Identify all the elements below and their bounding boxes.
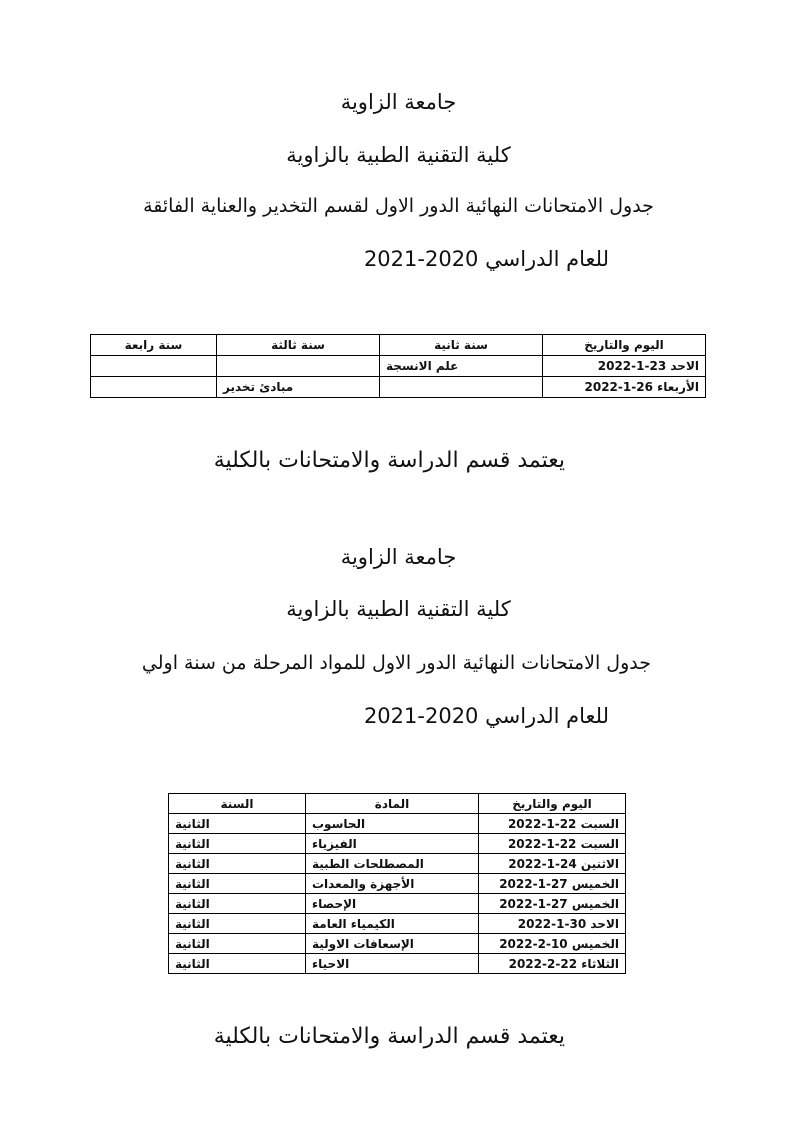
cell-level: الثانية xyxy=(169,954,306,974)
college-name: كلية التقنية الطبية بالزاوية xyxy=(286,597,511,621)
cell-date: الخميس 10-2-2022 xyxy=(479,934,626,954)
academic-year: للعام الدراسي 2020-2021 xyxy=(363,247,609,271)
header-date: اليوم والتاريخ xyxy=(479,794,626,814)
cell-date: الخميس 27-1-2022 xyxy=(479,894,626,914)
cell-level: الثانية xyxy=(169,874,306,894)
header-subject: المادة xyxy=(306,794,479,814)
cell-subject: الفيزياء xyxy=(306,834,479,854)
header-year3: سنة ثالثة xyxy=(217,335,380,356)
cell-year2 xyxy=(380,377,543,398)
cell-subject: الإسعافات الاولية xyxy=(306,934,479,954)
cell-date: السبت 22-1-2022 xyxy=(479,834,626,854)
cell-subject: الأجهزة والمعدات xyxy=(306,874,479,894)
cell-level: الثانية xyxy=(169,894,306,914)
approval-signature: يعتمد قسم الدراسة والامتحانات بالكلية xyxy=(213,448,565,473)
cell-date: الخميس 27-1-2022 xyxy=(479,874,626,894)
cell-date: السبت 22-1-2022 xyxy=(479,814,626,834)
cell-subject: الإحصاء xyxy=(306,894,479,914)
cell-date: الاحد 30-1-2022 xyxy=(479,914,626,934)
college-name: كلية التقنية الطبية بالزاوية xyxy=(286,143,511,167)
schedule-title: جدول الامتحانات النهائية الدور الاول لقسم التخدير والعناية الفائقة xyxy=(143,195,654,217)
cell-subject: الكيمياء العامة xyxy=(306,914,479,934)
header-date: اليوم والتاريخ xyxy=(543,335,706,356)
cell-year2: علم الانسجة xyxy=(380,356,543,377)
cell-year3 xyxy=(217,356,380,377)
cell-subject: الحاسوب xyxy=(306,814,479,834)
cell-level: الثانية xyxy=(169,934,306,954)
table-row xyxy=(169,914,626,934)
table-row xyxy=(169,834,626,854)
table-row xyxy=(91,356,706,377)
cell-date: الأربعاء 26-1-2022 xyxy=(543,377,706,398)
cell-level: الثانية xyxy=(169,834,306,854)
table-header-row xyxy=(169,794,626,814)
table-row xyxy=(169,894,626,914)
cell-date: الاثنين 24-1-2022 xyxy=(479,854,626,874)
approval-signature: يعتمد قسم الدراسة والامتحانات بالكلية xyxy=(213,1024,565,1049)
cell-level: الثانية xyxy=(169,854,306,874)
table-header-row xyxy=(91,335,706,356)
header-year2: سنة ثانية xyxy=(380,335,543,356)
university-name: جامعة الزاوية xyxy=(340,90,457,114)
table-row xyxy=(169,954,626,974)
anesthesia-exam-table xyxy=(90,334,706,398)
cell-level: الثانية xyxy=(169,814,306,834)
cell-level: الثانية xyxy=(169,914,306,934)
schedule-title: جدول الامتحانات النهائية الدور الاول للمواد المرحلة من سنة اولي xyxy=(141,652,651,674)
table-row xyxy=(169,934,626,954)
academic-year: للعام الدراسي 2020-2021 xyxy=(363,704,609,728)
cell-date: الاحد 23-1-2022 xyxy=(543,356,706,377)
cell-subject: الاحياء xyxy=(306,954,479,974)
first-year-carryover-exam-table xyxy=(168,793,626,974)
cell-year4 xyxy=(91,377,217,398)
table-row xyxy=(91,377,706,398)
university-name: جامعة الزاوية xyxy=(340,545,457,569)
header-level: السنة xyxy=(169,794,306,814)
cell-year3: مبادئ تخدير xyxy=(217,377,380,398)
table-row xyxy=(169,874,626,894)
cell-date: الثلاثاء 22-2-2022 xyxy=(479,954,626,974)
table-row xyxy=(169,814,626,834)
cell-year4 xyxy=(91,356,217,377)
cell-subject: المصطلحات الطبية xyxy=(306,854,479,874)
header-year4: سنة رابعة xyxy=(91,335,217,356)
table-row xyxy=(169,854,626,874)
